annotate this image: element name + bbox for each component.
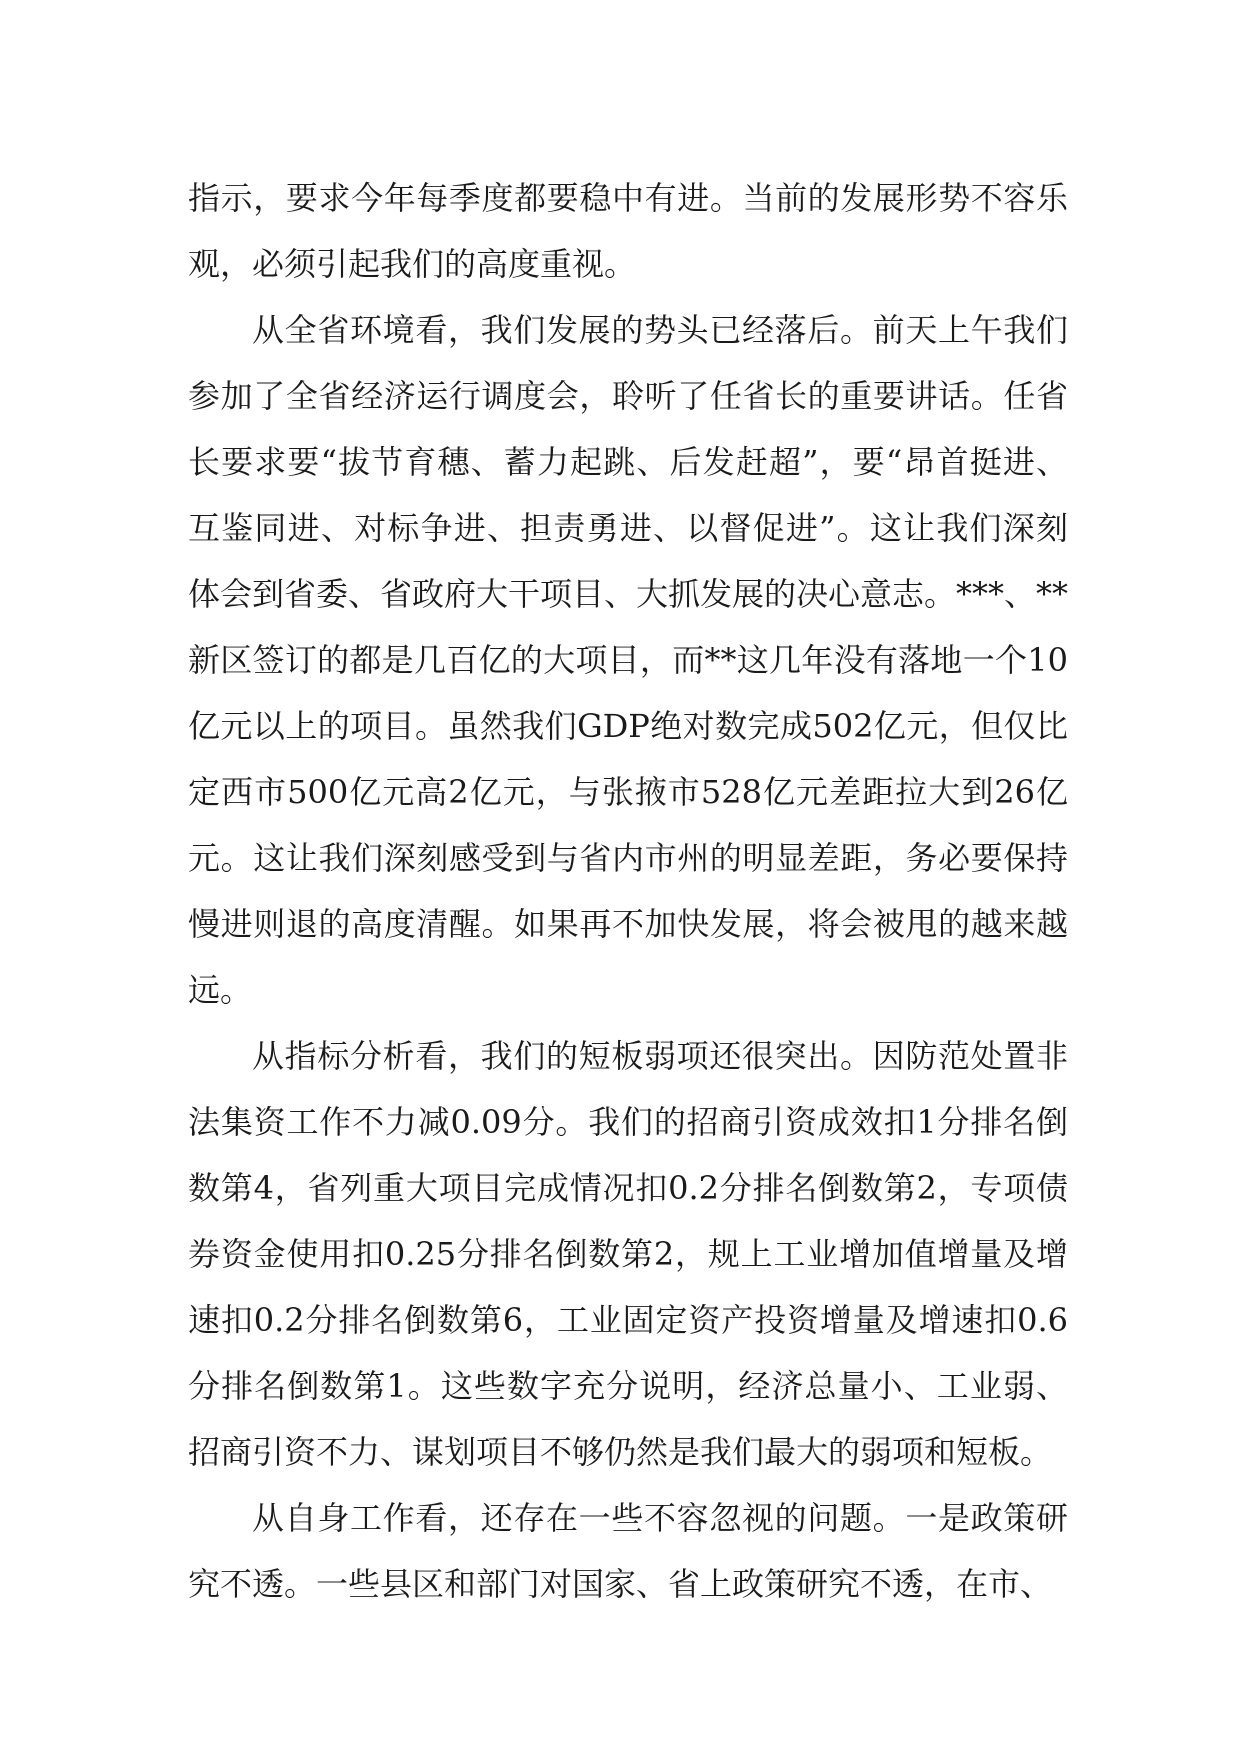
document-body — [188, 165, 1068, 1617]
paragraph-1: 指示，要求今年每季度都要稳中有进。当前的发展形势不容乐观，必须引起我们的高度重视。 — [188, 179, 1068, 283]
paragraph-4: 从自身工作看，还存在一些不容忽视的问题。一是政策研究不透。一些县区和部门对国家、省上政策研究不透，在市、 — [188, 1499, 1068, 1603]
paragraph-2: 从全省环境看，我们发展的势头已经落后。前天上午我们参加了全省经济运行调度会，聆听了任省长的重要讲话。任省长要求要“拔节育穗、蓄力起跳、后发赶超”，要“昂首挺进、互鉴同进、对标争进、担责勇进、以督促进”。这让我们深刻体会到省委、省政府大干项目、大抓发展的决心意志。***、**新区签订的都是几百亿的大项目，而**这几年没有落地一个10亿元以上的项目。虽然我们GDP绝对数完成502亿元，但仅比定西市500亿元高2亿元，与张掖市528亿元差距拉大到26亿元。这让我们深刻感受到与省内市州的明显差距，务必要保持慢进则退的高度清醒。如果再不加快发展，将会被甩的越来越远。 — [188, 311, 1069, 1009]
paragraph-3: 从指标分析看，我们的短板弱项还很突出。因防范处置非法集资工作不力减0.09分。我们的招商引资成效扣1分排名倒数第4，省列重大项目完成情况扣0.2分排名倒数第2，专项债券资金使用扣0.25分排名倒数第2，规上工业增加值增量及增速扣0.2分排名倒数第6，工业固定资产投资增量及增速扣0.6分排名倒数第1。这些数字充分说明，经济总量小、工业弱、招商引资不力、谋划项目不够仍然是我们最大的弱项和短板。 — [188, 1037, 1068, 1471]
